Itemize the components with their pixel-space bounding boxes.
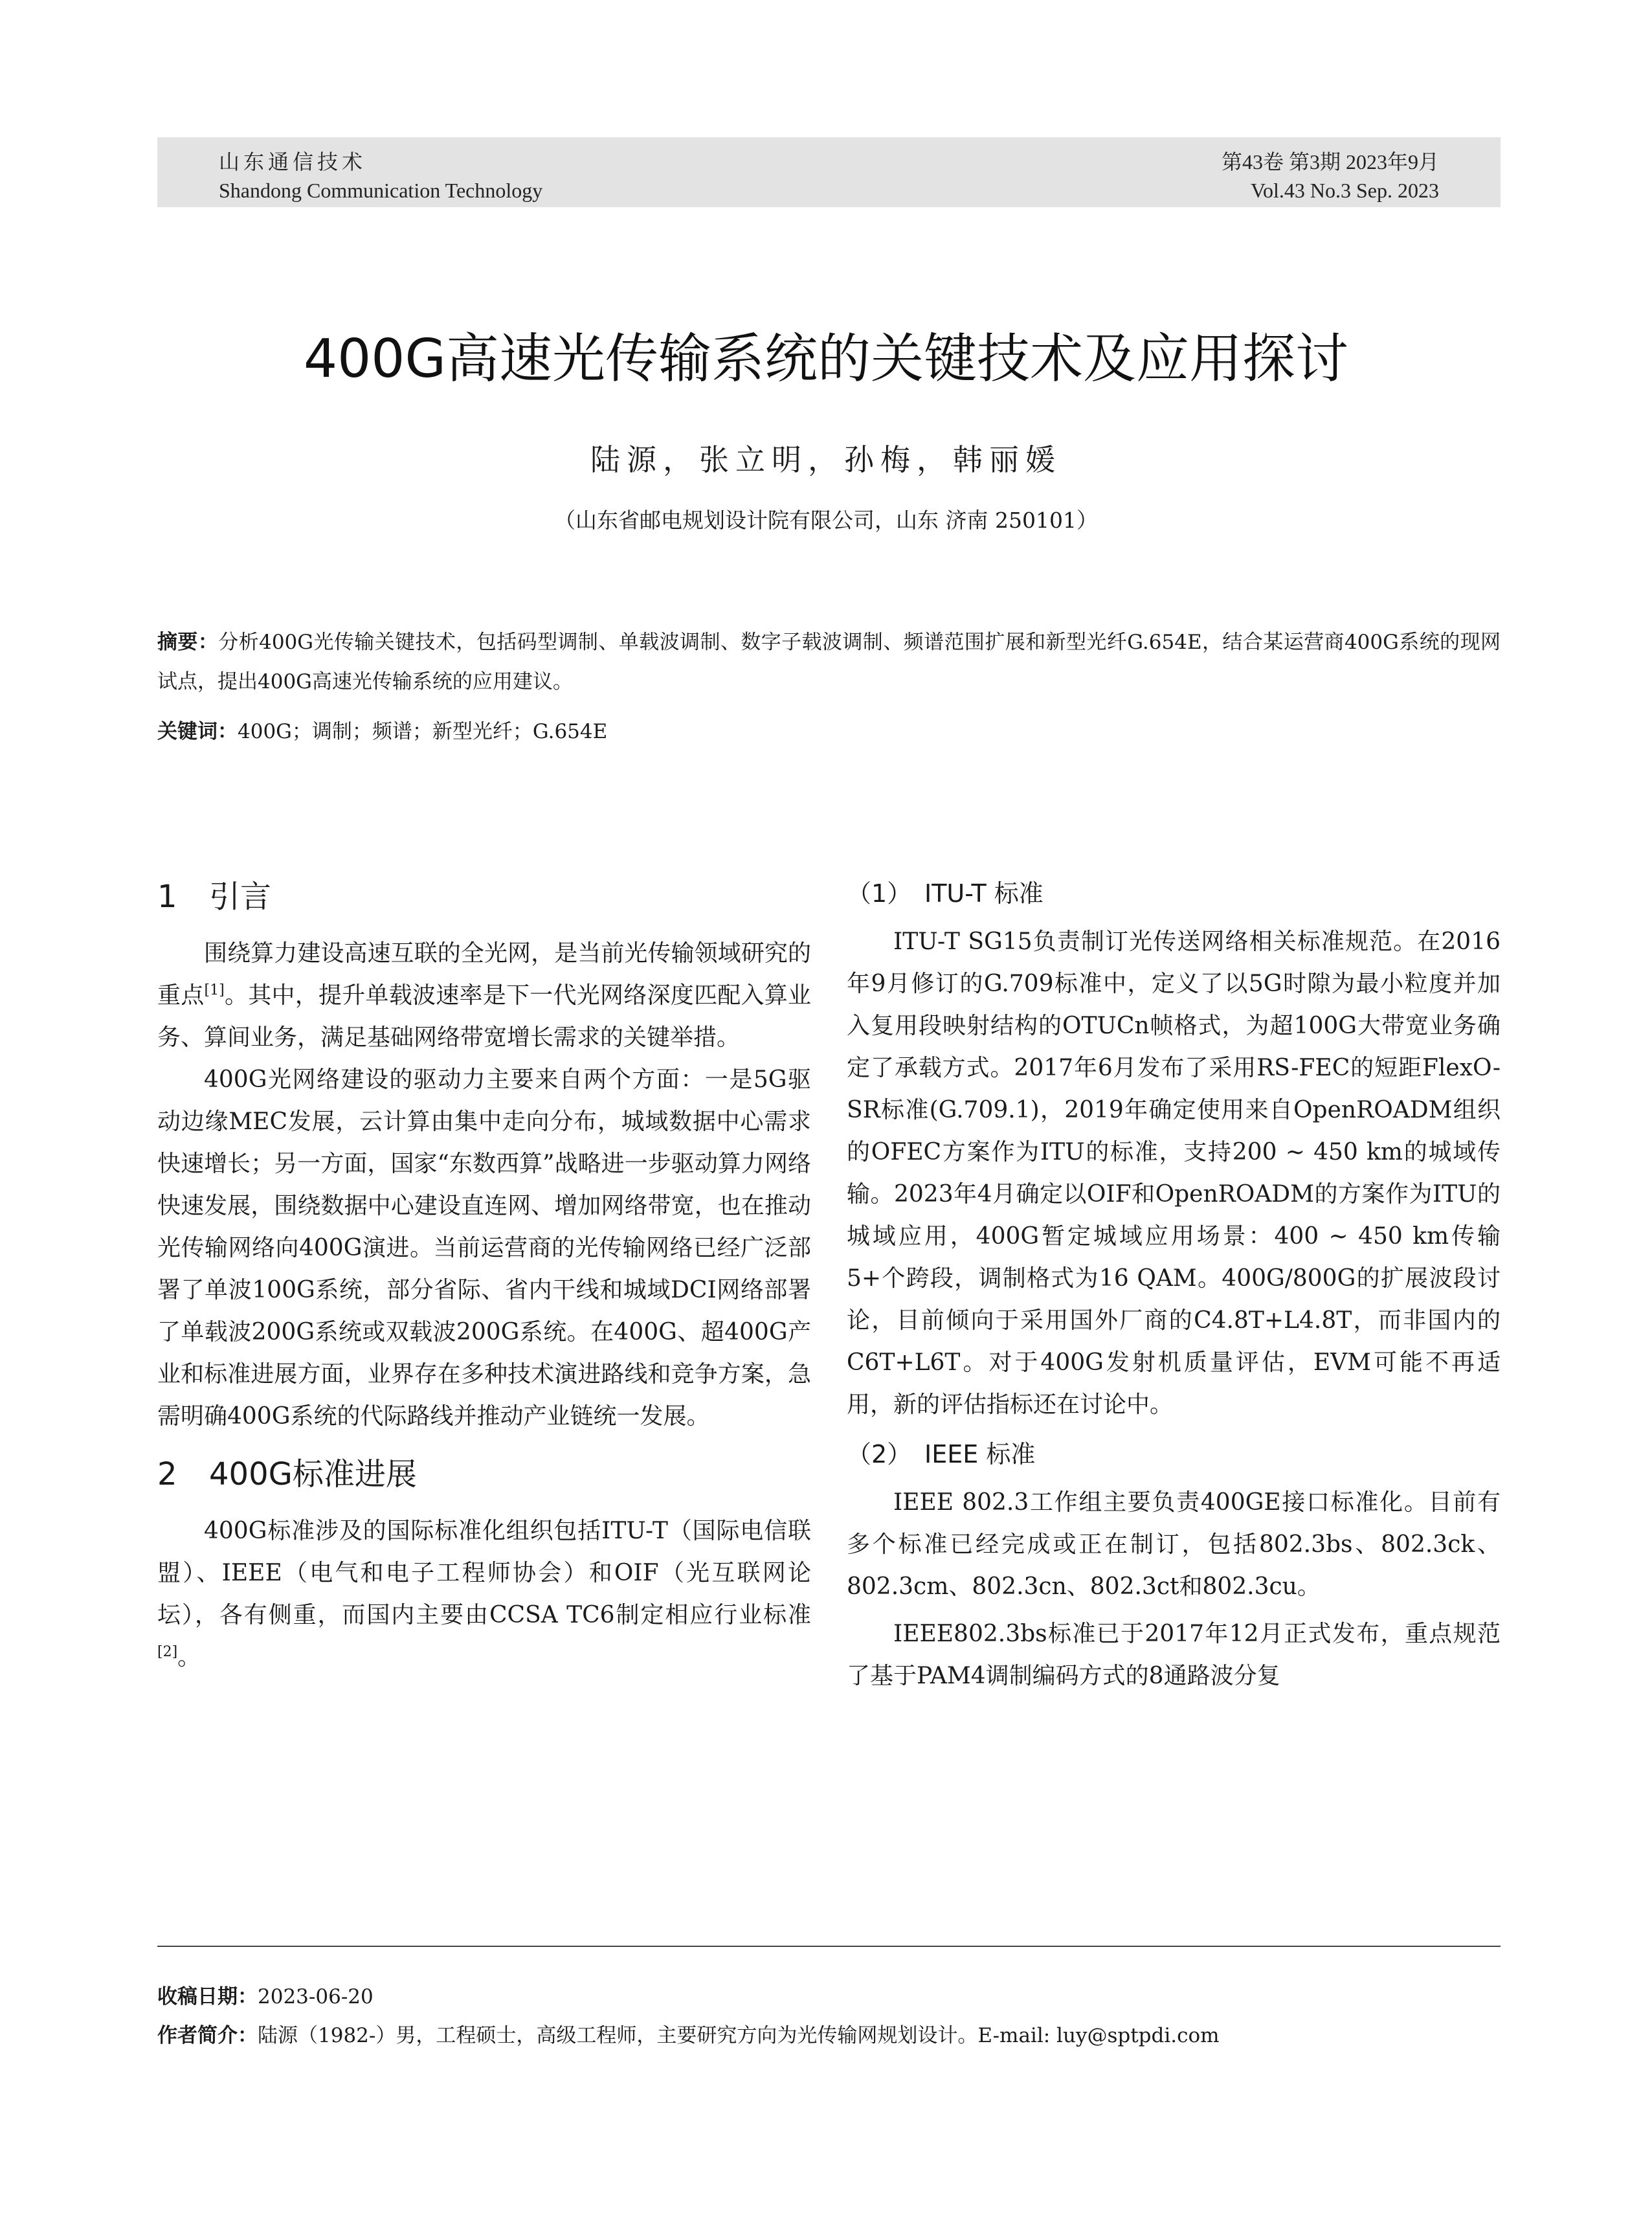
journal-name-block [219,148,542,205]
author-bio-text: 陆源（1982-）男，工程硕士，高级工程师，主要研究方向为光传输网规划设计。E-mail: luy@sptpdi.com [258,2024,1220,2047]
keywords-label: 关键词： [157,720,238,743]
abstract-label: 摘要： [157,631,219,654]
paragraph-text: 400G标准涉及的国际标准化组织包括ITU-T（国际电信联盟）、IEEE（电气和电子工程师协会）和OIF（光互联网论坛），各有侧重，而国内主要由CCSA TC6制定相应行业标准 [157,1518,811,1628]
section-1-paragraph-1 [157,932,811,1059]
subsection-2-heading [847,1435,1501,1474]
received-date [157,1981,1501,2012]
abstract-text: 分析400G光传输关键技术，包括码型调制、单载波调制、数字子载波调制、频谱范围扩展和新型光纤G.654E，结合某运营商400G系统的现网试点，提出400G高速光传输系统的应用建议。 [157,631,1501,693]
subsection-1-number: （1） [847,879,912,908]
subsection-1-paragraph: ITU-T SG15负责制订光传送网络相关标准规范。在2016年9月修订的G.709标准中，定义了以5G时隙为最小粒度并加入复用段映射结构的OTUCn帧格式，为超100G大带宽业务确定了承载方式。2017年6月发布了采用RS-FEC的短距FlexO-SR标准(G.709.1)，2019年确定使用来自OpenROADM组织的OFEC方案作为ITU的标准，支持200 ~ 450 km的城域传输。2023年4月确定以OIF和OpenROADM的方案作为ITU的城域应用，400G暂定城域应用场景：400 ~ 450 km传输5+个跨段，调制格式为16 QAM。400G/800G的扩展波段讨论，目前倾向于采用国外厂商的C4.8T+L4.8T，而非国内的C6T+L6T。对于400G发射机质量评估，EVM可能不再适用，新的评估指标还在讨论中。 [847,928,1501,1418]
left-column [157,874,811,1678]
journal-name-en: Shandong Communication Technology [219,179,543,202]
subsection-1-heading [847,874,1501,913]
section-1-number: 1 [157,879,177,915]
received-label: 收稿日期： [157,1985,258,2008]
keywords [157,712,1501,752]
issue-info-cn: 第43卷 第3期 2023年9月 [1221,150,1439,174]
section-2-number: 2 [157,1456,177,1492]
author-bio-label: 作者简介： [157,2024,258,2047]
citation-2[interactable]: [2] [157,1644,178,1660]
paragraph-text: 围绕算力建设高速互联的全光网，是当前光传输领域研究的重点 [157,940,811,1009]
author-bio [157,2020,1501,2051]
section-2-title: 400G标准进展 [209,1456,417,1492]
issue-info-en: Vol.43 No.3 Sep. 2023 [1251,179,1439,202]
section-1-title: 引言 [209,879,272,915]
received-value: 2023-06-20 [258,1985,374,2008]
author-list: 陆源，张立明，孙梅，韩丽媛 [590,442,1062,477]
section-2-paragraph-1 [157,1510,811,1678]
citation-1[interactable]: [1] [204,982,225,998]
journal-header [157,137,1501,207]
issue-info-block [1222,148,1439,205]
subsection-2-number: （2） [847,1440,912,1468]
section-1-heading [157,874,811,919]
keywords-text: 400G；调制；频谱；新型光纤；G.654E [238,720,608,743]
section-2-heading [157,1452,811,1497]
journal-name-cn: 山东通信技术 [219,150,367,174]
subsection-2-title: IEEE 标准 [924,1440,1036,1468]
section-1-paragraph-2: 400G光网络建设的驱动力主要来自两个方面：一是5G驱动边缘MEC发展，云计算由集中走向分布，城域数据中心需求快速增长；另一方面，国家“东数西算”战略进一步驱动算力网络快速发展，围绕数据中心建设直连网、增加网络带宽，也在推动光传输网络向400G演进。当前运营商的光传输网络已经广泛部署了单波100G系统，部分省际、省内干线和城域DCI网络部署了单载波200G系统或双载波200G系统。在400G、超400G产业和标准进展方面，业界存在多种技术演进路线和竞争方案，急需明确400G系统的代际路线并推动产业链统一发展。 [157,1066,811,1430]
paper-title: 400G高速光传输系统的关键技术及应用探讨 [303,328,1349,390]
right-column [847,874,1501,1697]
paragraph-text: 。其中，提升单载波速率是下一代光网络深度匹配入算业务、算间业务，满足基础网络带宽增长需求的关键举措。 [157,982,811,1051]
affiliation: （山东省邮电规划设计院有限公司，山东 济南 250101） [554,508,1098,533]
subsection-2-paragraph-1: IEEE 802.3工作组主要负责400GE接口标准化。目前有多个标准已经完成或正在制订，包括802.3bs、802.3ck、802.3cm、802.3cn、802.3ct和802.3cu。 [847,1489,1501,1600]
subsection-1-title: ITU-T 标准 [924,879,1044,908]
subsection-2-paragraph-2: IEEE802.3bs标准已于2017年12月正式发布，重点规范了基于PAM4调制编码方式的8通路波分复 [847,1621,1501,1689]
paragraph-text: 。 [177,1644,201,1670]
abstract [157,623,1501,702]
footnote-divider [157,1946,1501,1947]
